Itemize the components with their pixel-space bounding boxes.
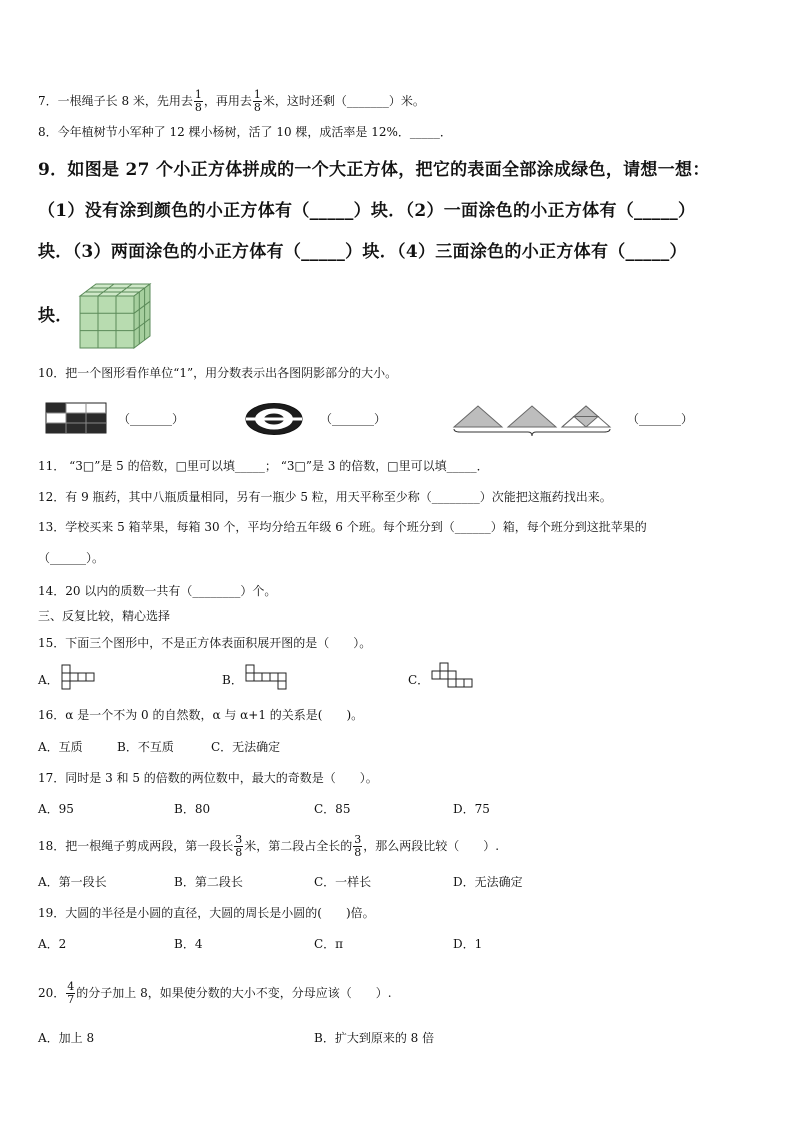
option-a[interactable]: A．2	[38, 937, 67, 951]
fraction: $\frac{3}{8}$	[235, 833, 243, 859]
question-15: 15．下面三个图形中，不是正方体表面积展开图的是（ ）。	[38, 636, 372, 650]
option-c[interactable]: C．无法确定	[211, 740, 281, 754]
option-d[interactable]: D．无法确定	[453, 875, 523, 889]
shaded-grid-figure	[45, 402, 107, 434]
option-b[interactable]: B．第二段长	[174, 875, 243, 889]
question-14: 14．20 以内的质数一共有（________）个。	[38, 584, 277, 598]
question-9-line-3: 块．（3）两面涂色的小正方体有（_____）块．（4）三面涂色的小正方体有（_____）	[38, 242, 687, 262]
option-d[interactable]: D．75	[453, 802, 490, 816]
option-b[interactable]: B．扩大到原来的 8 倍	[314, 1031, 435, 1045]
triangles-figure	[452, 402, 616, 438]
question-13-line-2: （______）。	[38, 551, 105, 565]
option-b[interactable]: B．80	[174, 802, 211, 816]
fraction: $\frac{1}{8}$	[253, 88, 261, 114]
question-16: 16．α 是一个不为 0 的自然数，α 与 α+1 的关系是( )。	[38, 708, 364, 722]
answer-blank: （_______）	[627, 412, 694, 426]
question-13-line-1: 13．学校买来 5 箱苹果，每箱 30 个，平均分给五年级 6 个班。每个班分到（______）箱，每个班分到这批苹果的	[38, 520, 647, 534]
option-a[interactable]: A．95	[38, 802, 74, 816]
section-heading: 三、反复比较，精心选择	[38, 609, 171, 623]
question-17: 17．同时是 3 和 5 的倍数的两位数中，最大的奇数是（ ）。	[38, 771, 378, 785]
question-12: 12．有 9 瓶药，其中八瓶质量相同，另有一瓶少 5 粒，用天平称至少称（________）次能把这瓶药找出来。	[38, 490, 612, 504]
option-a[interactable]: A．第一段长	[38, 875, 107, 889]
question-9-line-1: 9．如图是 27 个小正方体拼成的一个大正方体，把它的表面全部涂成绿色，请想一想：	[38, 160, 710, 180]
question-18: 18．把一根绳子剪成两段，第一段长 $\frac{3}{8}$ 米，第二段占全长的 $\frac{3}{8}$ ，那么两段比较（ ）.	[38, 833, 500, 859]
option-c[interactable]: C．85	[314, 802, 351, 816]
answer-blank: （_______）	[320, 412, 387, 426]
target-circle-figure	[244, 402, 304, 436]
option-a[interactable]: A．加上 8	[38, 1031, 95, 1045]
question-9-line-4: 块．	[38, 306, 73, 326]
option-b[interactable]: B．	[222, 673, 243, 687]
option-a[interactable]: A．	[38, 673, 59, 687]
option-b[interactable]: B．不互质	[117, 740, 174, 754]
question-11: 11． “3□”是 5 的倍数，□里可以填_____； “3□”是 3 的倍数，□里可以填_____．	[38, 459, 489, 473]
cube-net-a	[61, 664, 103, 694]
question-9-line-2: （1）没有涂到颜色的小正方体有（_____）块．（2）一面涂色的小正方体有（_____）	[38, 201, 696, 221]
option-a[interactable]: A．互质	[38, 740, 83, 754]
question-19: 19．大圆的半径是小圆的直径，大圆的周长是小圆的( )倍。	[38, 906, 375, 920]
question-20: 20． $\frac{4}{7}$ 的分子加上 8，如果使分数的大小不变，分母应该（ ）.	[38, 980, 392, 1006]
question-10: 10．把一个图形看作单位“1”，用分数表示出各图阴影部分的大小。	[38, 366, 398, 380]
answer-blank: （_______）	[118, 412, 185, 426]
fraction: $\frac{3}{8}$	[354, 833, 362, 859]
cube-net-b	[245, 664, 289, 694]
cube-net-c	[431, 662, 473, 694]
fraction: $\frac{4}{7}$	[67, 980, 75, 1006]
option-c[interactable]: C．	[408, 673, 430, 687]
fraction: $\frac{1}{8}$	[194, 88, 202, 114]
option-b[interactable]: B．4	[174, 937, 203, 951]
option-d[interactable]: D．1	[453, 937, 483, 951]
cube-figure	[78, 282, 154, 350]
option-c[interactable]: C．一样长	[314, 875, 372, 889]
question-7: 7．一根绳子长 8 米，先用去 $\frac{1}{8}$ ，再用去 $\frac{1}{8}$ 米，这时还剩（_______）米。	[38, 88, 425, 114]
option-c[interactable]: C．π	[314, 937, 344, 951]
question-8: 8．今年植树节小军种了 12 棵小杨树，活了 10 棵，成活率是 12%．_____．	[38, 125, 452, 139]
